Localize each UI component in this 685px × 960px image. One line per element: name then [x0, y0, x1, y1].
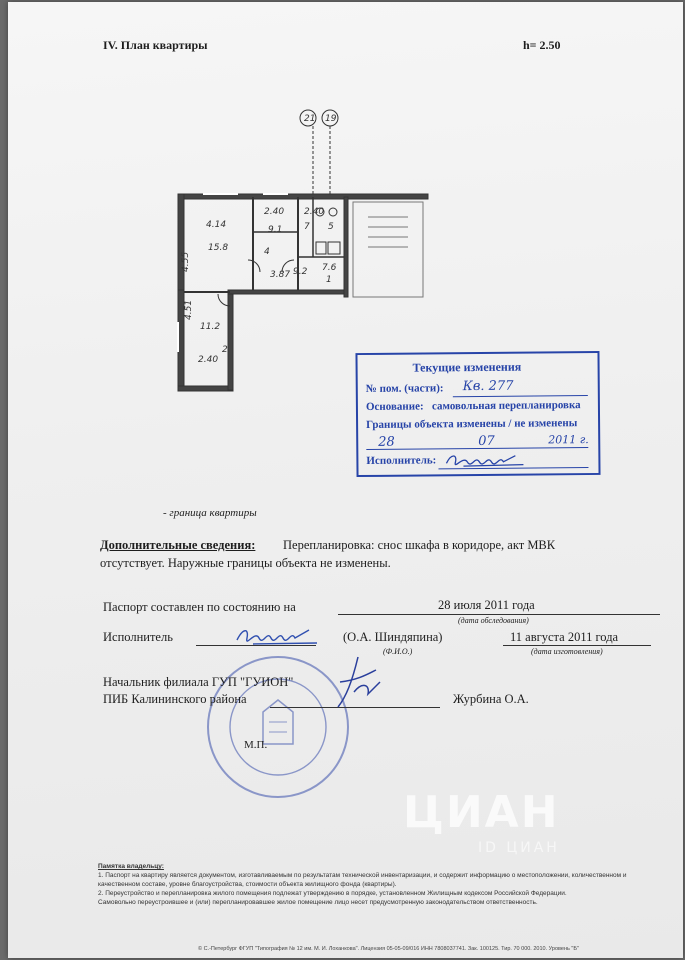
room-label: 4 [264, 247, 270, 257]
passport-state-date: 28 июля 2011 года [438, 598, 535, 612]
executor-signature [233, 622, 323, 648]
section-title: IV. План квартиры [103, 38, 208, 52]
room-label: 9.2 [293, 267, 308, 277]
notes-title: Памятка владельцу: [98, 863, 164, 870]
axis-label-21: 21 [304, 114, 316, 124]
print-footer: © С.-Петербург ФГУП "Типография № 12 им. М. И. Лоханкова". Лицензия 05-05-09/016 ИНН 7808037741. Зак. 100125. Тир. 70 000. 2010. Уровень "Б" [198, 946, 579, 952]
stamp-date-day: 28 [378, 434, 395, 450]
room-label: 2 [222, 345, 228, 355]
owner-notes [98, 862, 658, 907]
made-caption: (дата изготовления) [531, 647, 603, 656]
cian-watermark: ЦИАН [403, 787, 560, 838]
stamp-title: Текущие изменения [412, 359, 522, 375]
room-label: 3.87 [270, 270, 291, 280]
room-label: 5 [328, 222, 334, 232]
room-label: 1 [326, 275, 332, 285]
passport-state-caption: (дата обследования) [458, 616, 529, 625]
current-changes-stamp [355, 351, 600, 477]
executor-name: (О.А. Шиндяпина) [343, 630, 443, 644]
stamp-basis-value: самовольная перепланировка [431, 399, 581, 413]
additional-text-1: Перепланировка: снос шкафа в коридоре, акт МВК [283, 538, 556, 552]
stamp-date-month: 07 [478, 433, 495, 449]
stamp-bounds: Границы объекта изменены / не изменены [366, 417, 578, 431]
stamp-date-year: 2011 г. [548, 433, 589, 447]
mp-label: М.П. [244, 739, 268, 751]
room-label: 11.2 [200, 322, 221, 332]
additional-text-2: отсутствует. Наружные границы объекта не изменены. [100, 556, 391, 570]
stamp-room-label: № пом. (части): [365, 382, 444, 395]
stamp-room-value: Кв. 277 [462, 378, 514, 395]
chief-line-1: Начальник филиала ГУП "ГУИОН" [103, 675, 294, 689]
axis-label-19: 19 [325, 114, 337, 124]
room-label: 7 [304, 222, 310, 232]
notes-item-1: 1. Паспорт на квартиру является документом, изготавливаемым по результатам технической инвентаризации, и содержит информацию о местоположении, количественном и качественном составе, уровне благоустройства, стоимости объекта жилищного фонда (квартиры). [98, 872, 627, 888]
additional-label: Дополнительные сведения: [100, 538, 256, 552]
room-label: 2.40 [198, 355, 219, 365]
document-sheet [8, 2, 683, 958]
executor-caption: (Ф.И.О.) [383, 647, 413, 656]
room-label: 4.14 [206, 220, 227, 230]
room-label: 2.40 [304, 207, 325, 217]
executor-label: Исполнитель [103, 630, 173, 644]
cian-watermark-id: ID ЦИАН [478, 840, 560, 856]
boundary-legend: - граница квартиры [163, 507, 257, 519]
chief-signature [328, 652, 388, 712]
room-label: 7.6 [322, 263, 337, 273]
room-label: 2.40 [264, 207, 285, 217]
made-date: 11 августа 2011 года [510, 630, 619, 644]
notes-item-2: 2. Переустройство и перепланировка жилого помещения подлежат утверждению в порядке, установленном Жилищным кодексом Российской Федерации. [98, 890, 567, 897]
chief-name: Журбина О.А. [453, 692, 529, 706]
room-label: 15.8 [208, 243, 229, 253]
ceiling-height: h= 2.50 [523, 38, 561, 52]
room-label: 4.51 [184, 299, 194, 320]
room-label: 4.55 [181, 251, 191, 272]
stamp-basis-label: Основание: [365, 400, 424, 413]
passport-state-label: Паспорт составлен по состоянию на [103, 600, 296, 614]
notes-item-3: Самовольно переустроившее и (или) перепланировавшее жилое помещение лицо несет предусмотренную законодательством ответственность. [98, 899, 538, 906]
chief-line-2: ПИБ Калининского района [103, 692, 247, 706]
stamp-executor-label: Исполнитель: [366, 454, 437, 467]
room-label: 9.1 [268, 225, 283, 235]
